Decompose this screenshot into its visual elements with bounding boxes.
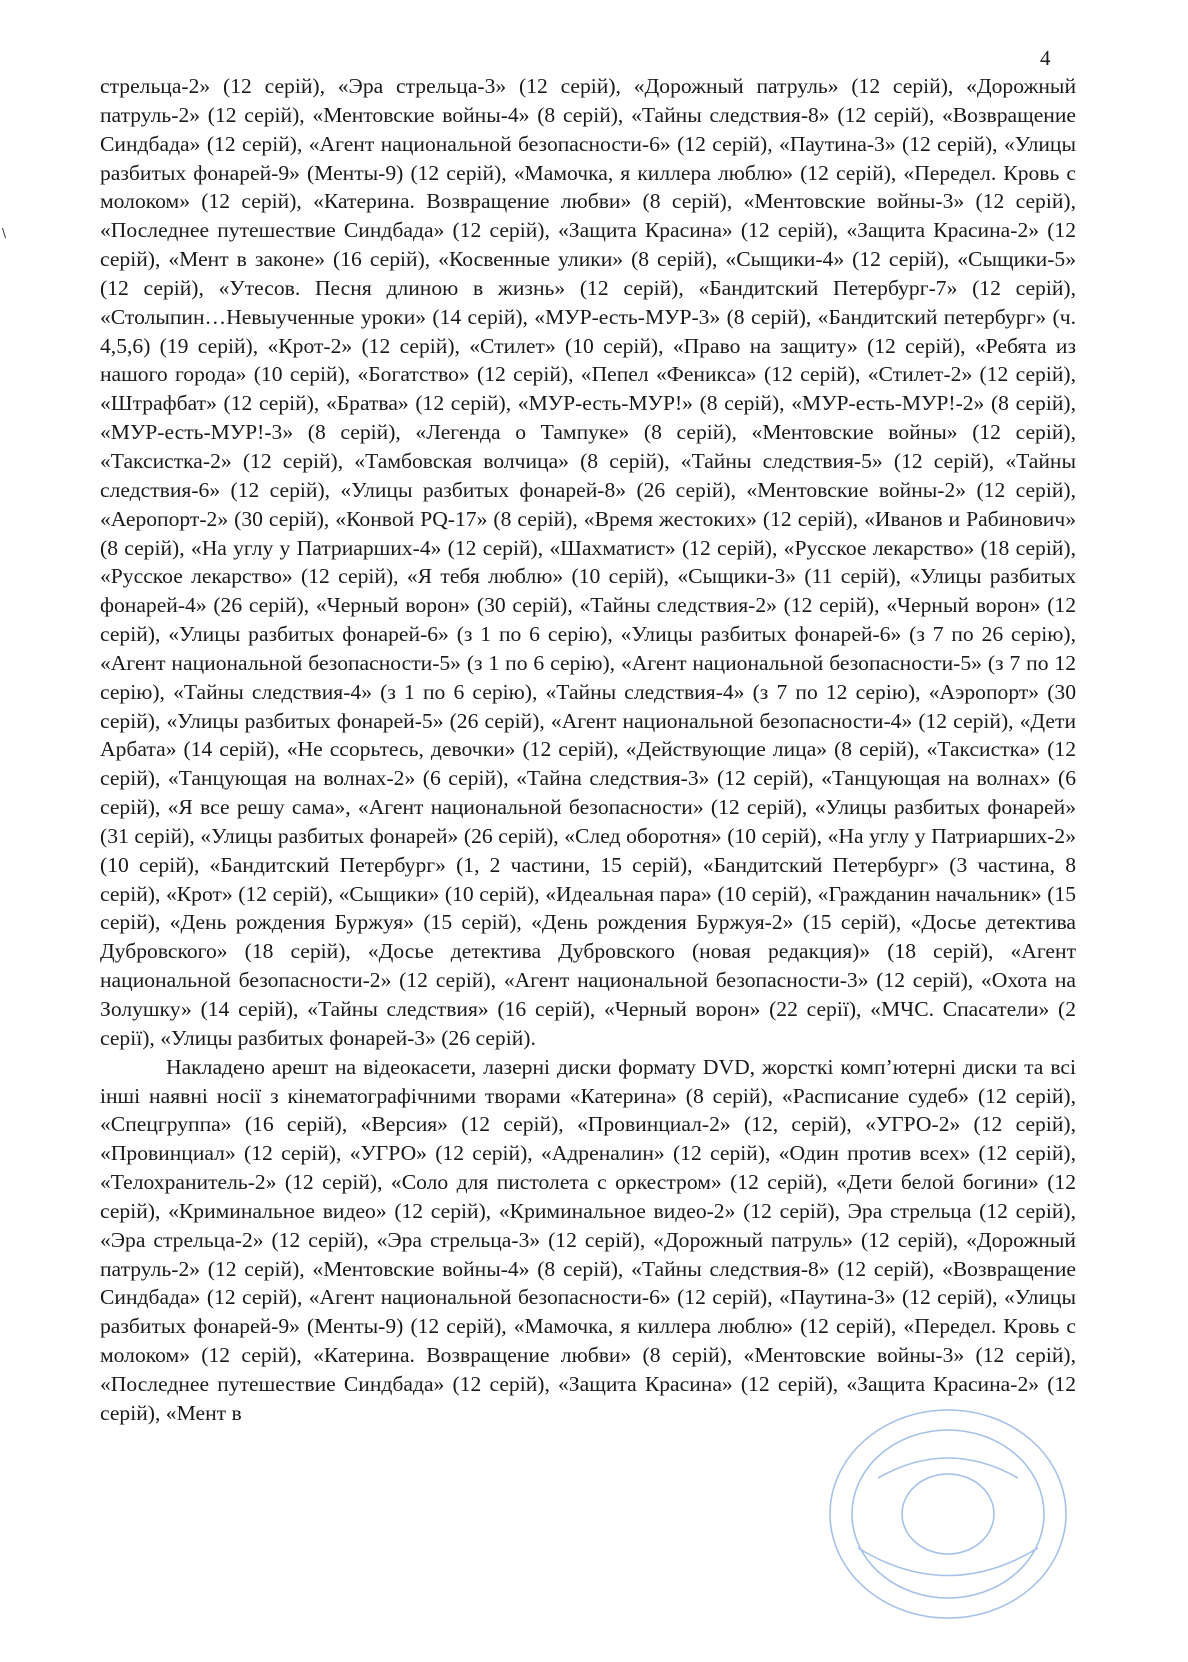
- official-stamp: [818, 1398, 1078, 1630]
- paragraph-continuation: стрельца-2» (12 серій), «Эра стрельца-3» (12 серій), «Дорожный патруль» (12 серій), «Дорожный патруль-2» (12 серій), «Ментовские войны-4» (8 серій), «Тайны следствия-8» (12 серій), «Возвращение Синдбада» (12 серій), «Агент национальной безопасности-6» (12 серій), «Паутина-3» (12 серій), «Улицы разбитых фонарей-9» (Менты-9) (12 серій), «Мамочка, я киллера люблю» (12 серій), «Передел. Кровь с молоком» (12 серій), «Катерина. Возвращение любви» (8 серій), «Ментовские войны-3» (12 серій), «Последнее путешествие Синдбада» (12 серій), «Защита Красина» (12 серій), «Защита Красина-2» (12 серій), «Мент в законе» (16 серій), «Косвенные улики» (8 серій), «Сыщики-4» (12 серій), «Сыщики-5» (12 серій), «Утесов. Песня длиною в жизнь» (12 серій), «Бандитский Петербург-7» (12 серій), «Столыпин…Невыученные уроки» (14 серій), «МУР-есть-МУР-3» (8 серій), «Бандитский петербург» (ч. 4,5,6) (19 серій), «Крот-2» (12 серій), «Стилет» (10 серій), «Право на защиту» (12 серій), «Ребята из нашого города» (10 серій), «Богатство» (12 серій), «Пепел «Феникса» (12 серій), «Стилет-2» (12 серій), «Штрафбат» (12 серій), «Братва» (12 серій), «МУР-есть-МУР!» (8 серій), «МУР-есть-МУР!-2» (8 серій), «МУР-есть-МУР!-3» (8 серій), «Легенда о Тампуке» (8 серій), «Ментовские войны» (12 серій), «Таксистка-2» (12 серій), «Тамбовская волчица» (8 серій), «Тайны следствия-5» (12 серій), «Тайны следствия-6» (12 серій), «Улицы разбитых фонарей-8» (26 серій), «Ментовские войны-2» (12 серій), «Аеропорт-2» (30 серій), «Конвой PQ-17» (8 серій), «Время жестоких» (12 серій), «Иванов и Рабинович» (8 серій), «На углу у Патриарших-4» (12 серій), «Шахматист» (12 серій), «Русское лекарство» (18 серій), «Русское лекарство» (12 серій), «Я тебя люблю» (10 серій), «Сыщики-3» (11 серій), «Улицы разбитых фонарей-4» (26 серій), «Черный ворон» (30 серій), «Тайны следствия-2» (12 серій), «Черный ворон» (12 серій), «Улицы разбитых фонарей-6» (з 1 по 6 серію), «Улицы разбитых фонарей-6» (з 7 по 26 серію), «Агент национальной безопасности-5» (з 1 по 6 серію), «Агент национальной безопасности-5» (з 7 по 12 серію), «Тайны следствия-4» (з 1 по 6 серію), «Тайны следствия-4» (з 7 по 12 серію), «Аэропорт» (30 серій), «Улицы разбитых фонарей-5» (26 серій), «Агент национальной безопасности-4» (12 серій), «Дети Арбата» (14 серій), «Не ссорьтесь, девочки» (12 серій), «Действующие лица» (8 серій), «Таксистка» (12 серій), «Танцующая на волнах-2» (6 серій), «Тайна следствия-3» (12 серій), «Танцующая на волнах» (6 серій), «Я все решу сама», «Агент национальной безопасности» (12 серій), «Улицы разбитых фонарей» (31 серій), «Улицы разбитых фонарей» (26 серій), «След оборотня» (10 серій), «На углу у Патриарших-2» (10 серій), «Бандитский Петербург» (1, 2 частини, 15 серій), «Бандитский Петербург» (3 частина, 8 серій), «Крот» (12 серій), «Сыщики» (10 серій), «Идеальная пара» (10 серій), «Гражданин начальник» (15 серій), «День рождения Буржуя» (15 серій), «День рождения Буржуя-2» (15 серій), «Досье детектива Дубровского» (18 серій), «Досье детектива Дубровского (новая редакция)» (18 серій), «Агент национальной безопасности-2» (12 серій), «Агент национальной безопасности-3» (12 серій), «Охота на Золушку» (14 серій), «Тайны следствия» (16 серій), «Черный ворон» (22 серії), «МЧС. Спасатели» (2 серії), «Улицы разбитых фонарей-3» (26 серій).: [100, 74, 1076, 1050]
- page-number: 4: [1040, 46, 1051, 70]
- paragraph-arrest: Накладено арешт на відеокасети, лазерні диски формату DVD, жорсткі комп’ютерні диски та всі інші наявні носії з кінематографічними творами «Катерина» (8 серій), «Расписание судеб» (12 серій), «Спецгруппа» (16 серій), «Версия» (12 серій), «Провинциал-2» (12, серій), «УГРО-2» (12 серій), «Провинциал» (12 серій), «УГРО» (12 серій), «Адреналин» (12 серій), «Один против всех» (12 серій), «Телохранитель-2» (12 серій), «Соло для пистолета с оркестром» (12 серій), «Дети белой богини» (12 серій), «Криминальное видео» (12 серій), «Криминальное видео-2» (12 серій), Эра стрельца (12 серій), «Эра стрельца-2» (12 серій), «Эра стрельца-3» (12 серій), «Дорожный патруль» (12 серій), «Дорожный патруль-2» (12 серій), «Ментовские войны-4» (8 серій), «Тайны следствия-8» (12 серій), «Возвращение Синдбада» (12 серій), «Агент национальной безопасности-6» (12 серій), «Паутина-3» (12 серій), «Улицы разбитых фонарей-9» (Менты-9) (12 серій), «Мамочка, я киллера люблю» (12 серій), «Передел. Кровь с молоком» (12 серій), «Катерина. Возвращение любви» (8 серій), «Ментовские войны-3» (12 серій), «Последнее путешествие Синдбада» (12 серій), «Защита Красина» (12 серій), «Защита Красина-2» (12 серій), «Мент в: [100, 1054, 1076, 1425]
- margin-mark: \: [2, 226, 7, 240]
- document-body: [100, 72, 1076, 1428]
